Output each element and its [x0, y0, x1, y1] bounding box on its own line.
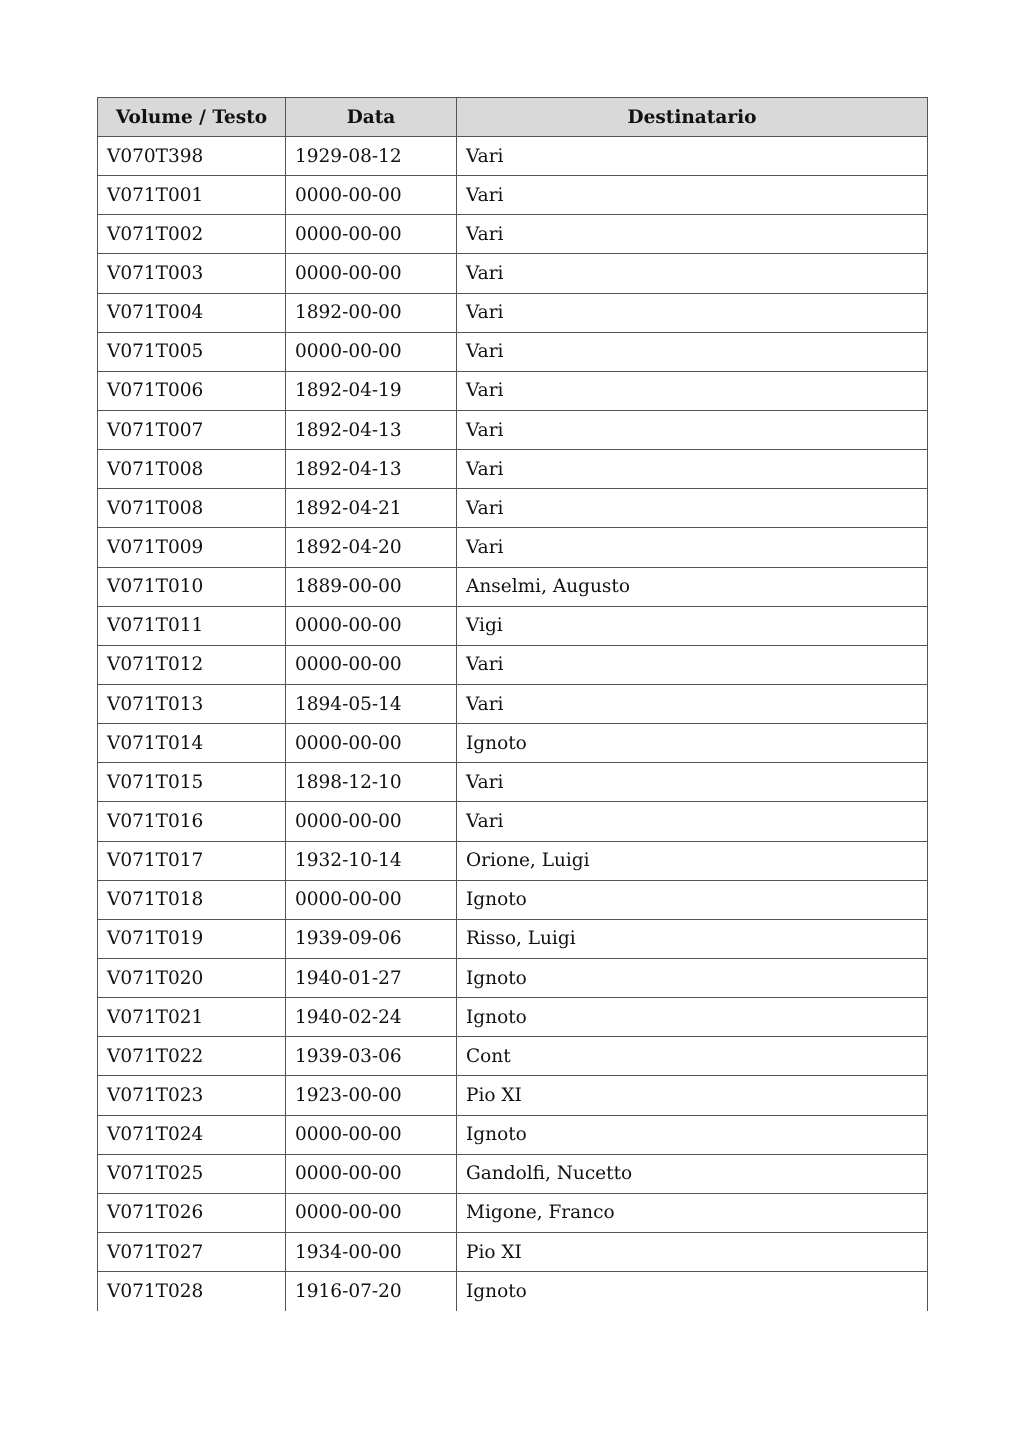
- cell-volume-testo: V071T027: [98, 1232, 286, 1271]
- cell-volume-testo: V071T010: [98, 567, 286, 606]
- cell-data: 0000-00-00: [286, 1115, 457, 1154]
- cell-volume-testo: V071T008: [98, 450, 286, 489]
- cell-data: 1892-04-19: [286, 371, 457, 410]
- cell-destinatario: Ignoto: [457, 1115, 928, 1154]
- cell-data: 1892-04-21: [286, 489, 457, 528]
- cell-data: 1940-02-24: [286, 998, 457, 1037]
- cell-destinatario: Vari: [457, 802, 928, 841]
- table-row: [98, 645, 928, 684]
- header-data: Data: [286, 98, 457, 137]
- table-row: [98, 684, 928, 723]
- table-row: [98, 1115, 928, 1154]
- table-body: [98, 137, 928, 1311]
- cell-data: 1923-00-00: [286, 1076, 457, 1115]
- cell-destinatario: Vari: [457, 332, 928, 371]
- header-volume-testo: Volume / Testo: [98, 98, 286, 137]
- cell-volume-testo: V071T014: [98, 724, 286, 763]
- cell-data: 1898-12-10: [286, 763, 457, 802]
- cell-data: 1939-09-06: [286, 919, 457, 958]
- table-row: [98, 724, 928, 763]
- cell-volume-testo: V071T026: [98, 1193, 286, 1232]
- cell-volume-testo: V071T015: [98, 763, 286, 802]
- table-row: [98, 528, 928, 567]
- cell-volume-testo: V071T017: [98, 841, 286, 880]
- cell-destinatario: Vari: [457, 684, 928, 723]
- cell-volume-testo: V071T019: [98, 919, 286, 958]
- table-row: [98, 998, 928, 1037]
- cell-data: 1932-10-14: [286, 841, 457, 880]
- table-row: [98, 137, 928, 176]
- table-row: [98, 1272, 928, 1311]
- cell-volume-testo: V071T018: [98, 880, 286, 919]
- header-row: [98, 98, 928, 137]
- table-row: [98, 410, 928, 449]
- cell-volume-testo: V071T011: [98, 606, 286, 645]
- cell-destinatario: Vari: [457, 176, 928, 215]
- cell-data: 1916-07-20: [286, 1272, 457, 1311]
- cell-destinatario: Ignoto: [457, 958, 928, 997]
- cell-data: 0000-00-00: [286, 645, 457, 684]
- cell-destinatario: Vari: [457, 215, 928, 254]
- cell-destinatario: Vari: [457, 489, 928, 528]
- cell-volume-testo: V071T016: [98, 802, 286, 841]
- table-row: [98, 958, 928, 997]
- cell-volume-testo: V071T013: [98, 684, 286, 723]
- cell-data: 1929-08-12: [286, 137, 457, 176]
- cell-data: 0000-00-00: [286, 254, 457, 293]
- table-row: [98, 606, 928, 645]
- cell-destinatario: Vari: [457, 528, 928, 567]
- cell-destinatario: Vari: [457, 763, 928, 802]
- table-row: [98, 763, 928, 802]
- table-row: [98, 176, 928, 215]
- cell-destinatario: Vari: [457, 645, 928, 684]
- cell-volume-testo: V071T021: [98, 998, 286, 1037]
- table-row: [98, 332, 928, 371]
- cell-volume-testo: V071T005: [98, 332, 286, 371]
- cell-destinatario: Anselmi, Augusto: [457, 567, 928, 606]
- cell-volume-testo: V071T006: [98, 371, 286, 410]
- cell-data: 1889-00-00: [286, 567, 457, 606]
- cell-destinatario: Pio XI: [457, 1076, 928, 1115]
- cell-volume-testo: V071T001: [98, 176, 286, 215]
- table-row: [98, 489, 928, 528]
- cell-volume-testo: V071T023: [98, 1076, 286, 1115]
- cell-volume-testo: V071T024: [98, 1115, 286, 1154]
- table-row: [98, 1076, 928, 1115]
- cell-destinatario: Migone, Franco: [457, 1193, 928, 1232]
- cell-volume-testo: V071T028: [98, 1272, 286, 1311]
- cell-data: 1892-00-00: [286, 293, 457, 332]
- cell-data: 0000-00-00: [286, 176, 457, 215]
- cell-data: 1934-00-00: [286, 1232, 457, 1271]
- cell-destinatario: Vari: [457, 254, 928, 293]
- cell-data: 1894-05-14: [286, 684, 457, 723]
- cell-data: 0000-00-00: [286, 332, 457, 371]
- table-row: [98, 1037, 928, 1076]
- cell-volume-testo: V071T012: [98, 645, 286, 684]
- cell-destinatario: Ignoto: [457, 724, 928, 763]
- cell-data: 1892-04-20: [286, 528, 457, 567]
- table-row: [98, 802, 928, 841]
- cell-data: 1939-03-06: [286, 1037, 457, 1076]
- cell-volume-testo: V071T002: [98, 215, 286, 254]
- cell-data: 0000-00-00: [286, 606, 457, 645]
- header-destinatario: Destinatario: [457, 98, 928, 137]
- cell-destinatario: Vari: [457, 450, 928, 489]
- table-row: [98, 1193, 928, 1232]
- table-row: [98, 450, 928, 489]
- cell-data: 0000-00-00: [286, 724, 457, 763]
- cell-destinatario: Vari: [457, 293, 928, 332]
- table-row: [98, 1154, 928, 1193]
- cell-destinatario: Vari: [457, 371, 928, 410]
- table-header: [98, 98, 928, 137]
- cell-destinatario: Ignoto: [457, 1272, 928, 1311]
- cell-volume-testo: V071T009: [98, 528, 286, 567]
- table-row: [98, 293, 928, 332]
- cell-volume-testo: V071T020: [98, 958, 286, 997]
- cell-destinatario: Gandolfi, Nucetto: [457, 1154, 928, 1193]
- cell-destinatario: Ignoto: [457, 880, 928, 919]
- table-row: [98, 919, 928, 958]
- cell-destinatario: Pio XI: [457, 1232, 928, 1271]
- table-row: [98, 254, 928, 293]
- cell-data: 0000-00-00: [286, 1193, 457, 1232]
- cell-volume-testo: V070T398: [98, 137, 286, 176]
- cell-data: 1892-04-13: [286, 450, 457, 489]
- cell-destinatario: Orione, Luigi: [457, 841, 928, 880]
- cell-volume-testo: V071T025: [98, 1154, 286, 1193]
- cell-destinatario: Ignoto: [457, 998, 928, 1037]
- cell-data: 0000-00-00: [286, 802, 457, 841]
- cell-destinatario: Vari: [457, 137, 928, 176]
- cell-data: 0000-00-00: [286, 1154, 457, 1193]
- cell-data: 1892-04-13: [286, 410, 457, 449]
- table-row: [98, 215, 928, 254]
- cell-volume-testo: V071T022: [98, 1037, 286, 1076]
- cell-destinatario: Risso, Luigi: [457, 919, 928, 958]
- table-row: [98, 371, 928, 410]
- cell-volume-testo: V071T004: [98, 293, 286, 332]
- cell-data: 0000-00-00: [286, 880, 457, 919]
- cell-volume-testo: V071T007: [98, 410, 286, 449]
- cell-volume-testo: V071T008: [98, 489, 286, 528]
- cell-data: 0000-00-00: [286, 215, 457, 254]
- cell-destinatario: Vigi: [457, 606, 928, 645]
- records-table: [97, 97, 928, 1311]
- table-row: [98, 880, 928, 919]
- table-row: [98, 841, 928, 880]
- cell-destinatario: Cont: [457, 1037, 928, 1076]
- table-row: [98, 1232, 928, 1271]
- table-row: [98, 567, 928, 606]
- cell-destinatario: Vari: [457, 410, 928, 449]
- cell-volume-testo: V071T003: [98, 254, 286, 293]
- cell-data: 1940-01-27: [286, 958, 457, 997]
